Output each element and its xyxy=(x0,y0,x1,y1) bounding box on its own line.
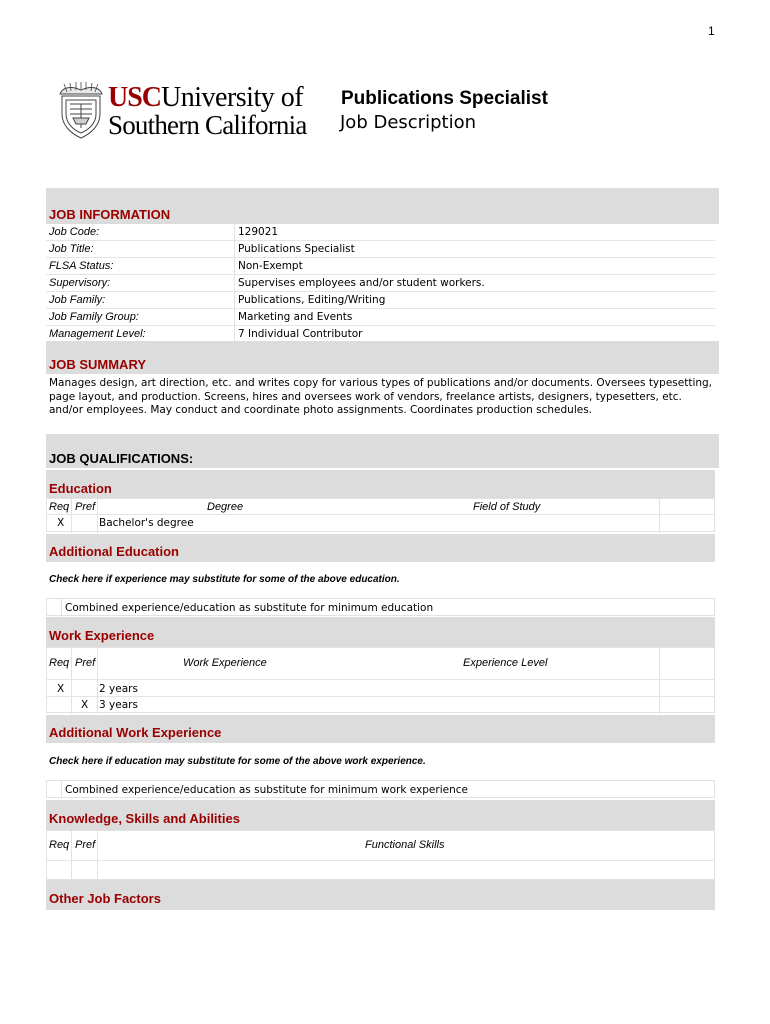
job-summary-heading: JOB SUMMARY xyxy=(49,357,147,372)
education-row-req: X xyxy=(57,517,65,529)
additional-work-experience-item: Combined experience/education as substitute for minimum work experience xyxy=(65,784,468,796)
job-code-label: Job Code: xyxy=(49,226,100,238)
education-col-pref: Pref xyxy=(75,501,96,513)
ksa-col-pref: Pref xyxy=(75,839,96,851)
logo-usc: USC xyxy=(108,82,162,113)
additional-work-experience-note: Check here if education may substitute for some of the above work experience. xyxy=(49,756,426,767)
table-row xyxy=(46,309,715,326)
job-summary-band xyxy=(46,341,719,374)
supervisory-label: Supervisory: xyxy=(49,277,111,289)
job-title-label: Job Title: xyxy=(49,243,94,255)
work-row-pref: X xyxy=(81,699,89,711)
table-row xyxy=(46,275,715,292)
usc-seal-icon xyxy=(58,82,104,140)
job-family-group-label: Job Family Group: xyxy=(49,311,139,323)
page-number: 1 xyxy=(708,24,715,38)
education-band xyxy=(46,470,715,498)
document-title: Publications Specialist xyxy=(341,88,548,109)
additional-education-item: Combined experience/education as substitute for minimum education xyxy=(65,602,434,614)
management-level-value: 7 Individual Contributor xyxy=(238,328,363,340)
flsa-status-value: Non-Exempt xyxy=(238,260,303,272)
education-heading: Education xyxy=(49,481,112,496)
additional-education-note: Check here if experience may substitute for some of the above education. xyxy=(49,574,400,585)
additional-education-heading: Additional Education xyxy=(49,544,179,559)
job-information-table xyxy=(46,224,715,341)
work-col-req: Req xyxy=(49,657,70,669)
education-row-degree: Bachelor's degree xyxy=(99,517,194,529)
work-col-level: Experience Level xyxy=(463,657,548,669)
table-row xyxy=(47,831,714,861)
job-family-label: Job Family: xyxy=(49,294,106,306)
usc-wordmark xyxy=(108,84,307,139)
table-row xyxy=(47,499,714,515)
table-row xyxy=(46,292,715,309)
logo-line2: Southern California xyxy=(108,110,307,140)
table-row xyxy=(46,258,715,275)
table-row xyxy=(47,861,714,880)
education-table xyxy=(46,498,715,532)
work-experience-table xyxy=(46,647,715,713)
work-row-years: 3 years xyxy=(99,699,138,711)
table-row xyxy=(46,241,715,258)
education-col-field: Field of Study xyxy=(473,501,541,513)
job-family-value: Publications, Editing/Writing xyxy=(238,294,386,306)
work-experience-heading: Work Experience xyxy=(49,628,155,643)
table-row xyxy=(46,224,715,241)
management-level-label: Management Level: xyxy=(49,328,146,340)
document-subtitle: Job Description xyxy=(340,112,476,133)
table-row xyxy=(47,697,714,714)
job-information-heading: JOB INFORMATION xyxy=(49,207,171,222)
work-row-req: X xyxy=(57,683,65,695)
other-job-factors-heading: Other Job Factors xyxy=(49,891,161,906)
table-row xyxy=(47,648,714,680)
work-col-experience: Work Experience xyxy=(183,657,267,669)
table-row xyxy=(47,680,714,697)
education-col-req: Req xyxy=(49,501,70,513)
ksa-col-skills: Functional Skills xyxy=(365,839,445,851)
job-title-value: Publications Specialist xyxy=(238,243,355,255)
job-code-value: 129021 xyxy=(238,226,279,238)
usc-logo xyxy=(58,82,328,140)
logo-line1: University of xyxy=(161,82,304,113)
additional-education-table xyxy=(46,598,715,616)
supervisory-value: Supervises employees and/or student workers. xyxy=(238,277,485,289)
additional-work-experience-heading: Additional Work Experience xyxy=(49,725,222,740)
work-col-pref: Pref xyxy=(75,657,96,669)
ksa-heading: Knowledge, Skills and Abilities xyxy=(49,811,240,826)
flsa-status-label: FLSA Status: xyxy=(49,260,114,272)
job-qualifications-heading: JOB QUALIFICATIONS: xyxy=(49,451,194,466)
ksa-col-req: Req xyxy=(49,839,70,851)
job-family-group-value: Marketing and Events xyxy=(238,311,353,323)
additional-work-experience-table xyxy=(46,780,715,798)
ksa-table xyxy=(46,830,715,880)
education-col-degree: Degree xyxy=(207,501,244,513)
job-summary-text: Manages design, art direction, etc. and writes copy for various types of publications and/or documents. Oversees typesetting, page layout, and production. Screens, hires and oversees work of vendors, freelance artists, designers, typesetters, etc. and/or employees. May conduct and coordinate photo assignments. Coordinates production schedules. xyxy=(49,377,713,416)
work-row-years: 2 years xyxy=(99,683,138,695)
table-row xyxy=(47,515,714,532)
